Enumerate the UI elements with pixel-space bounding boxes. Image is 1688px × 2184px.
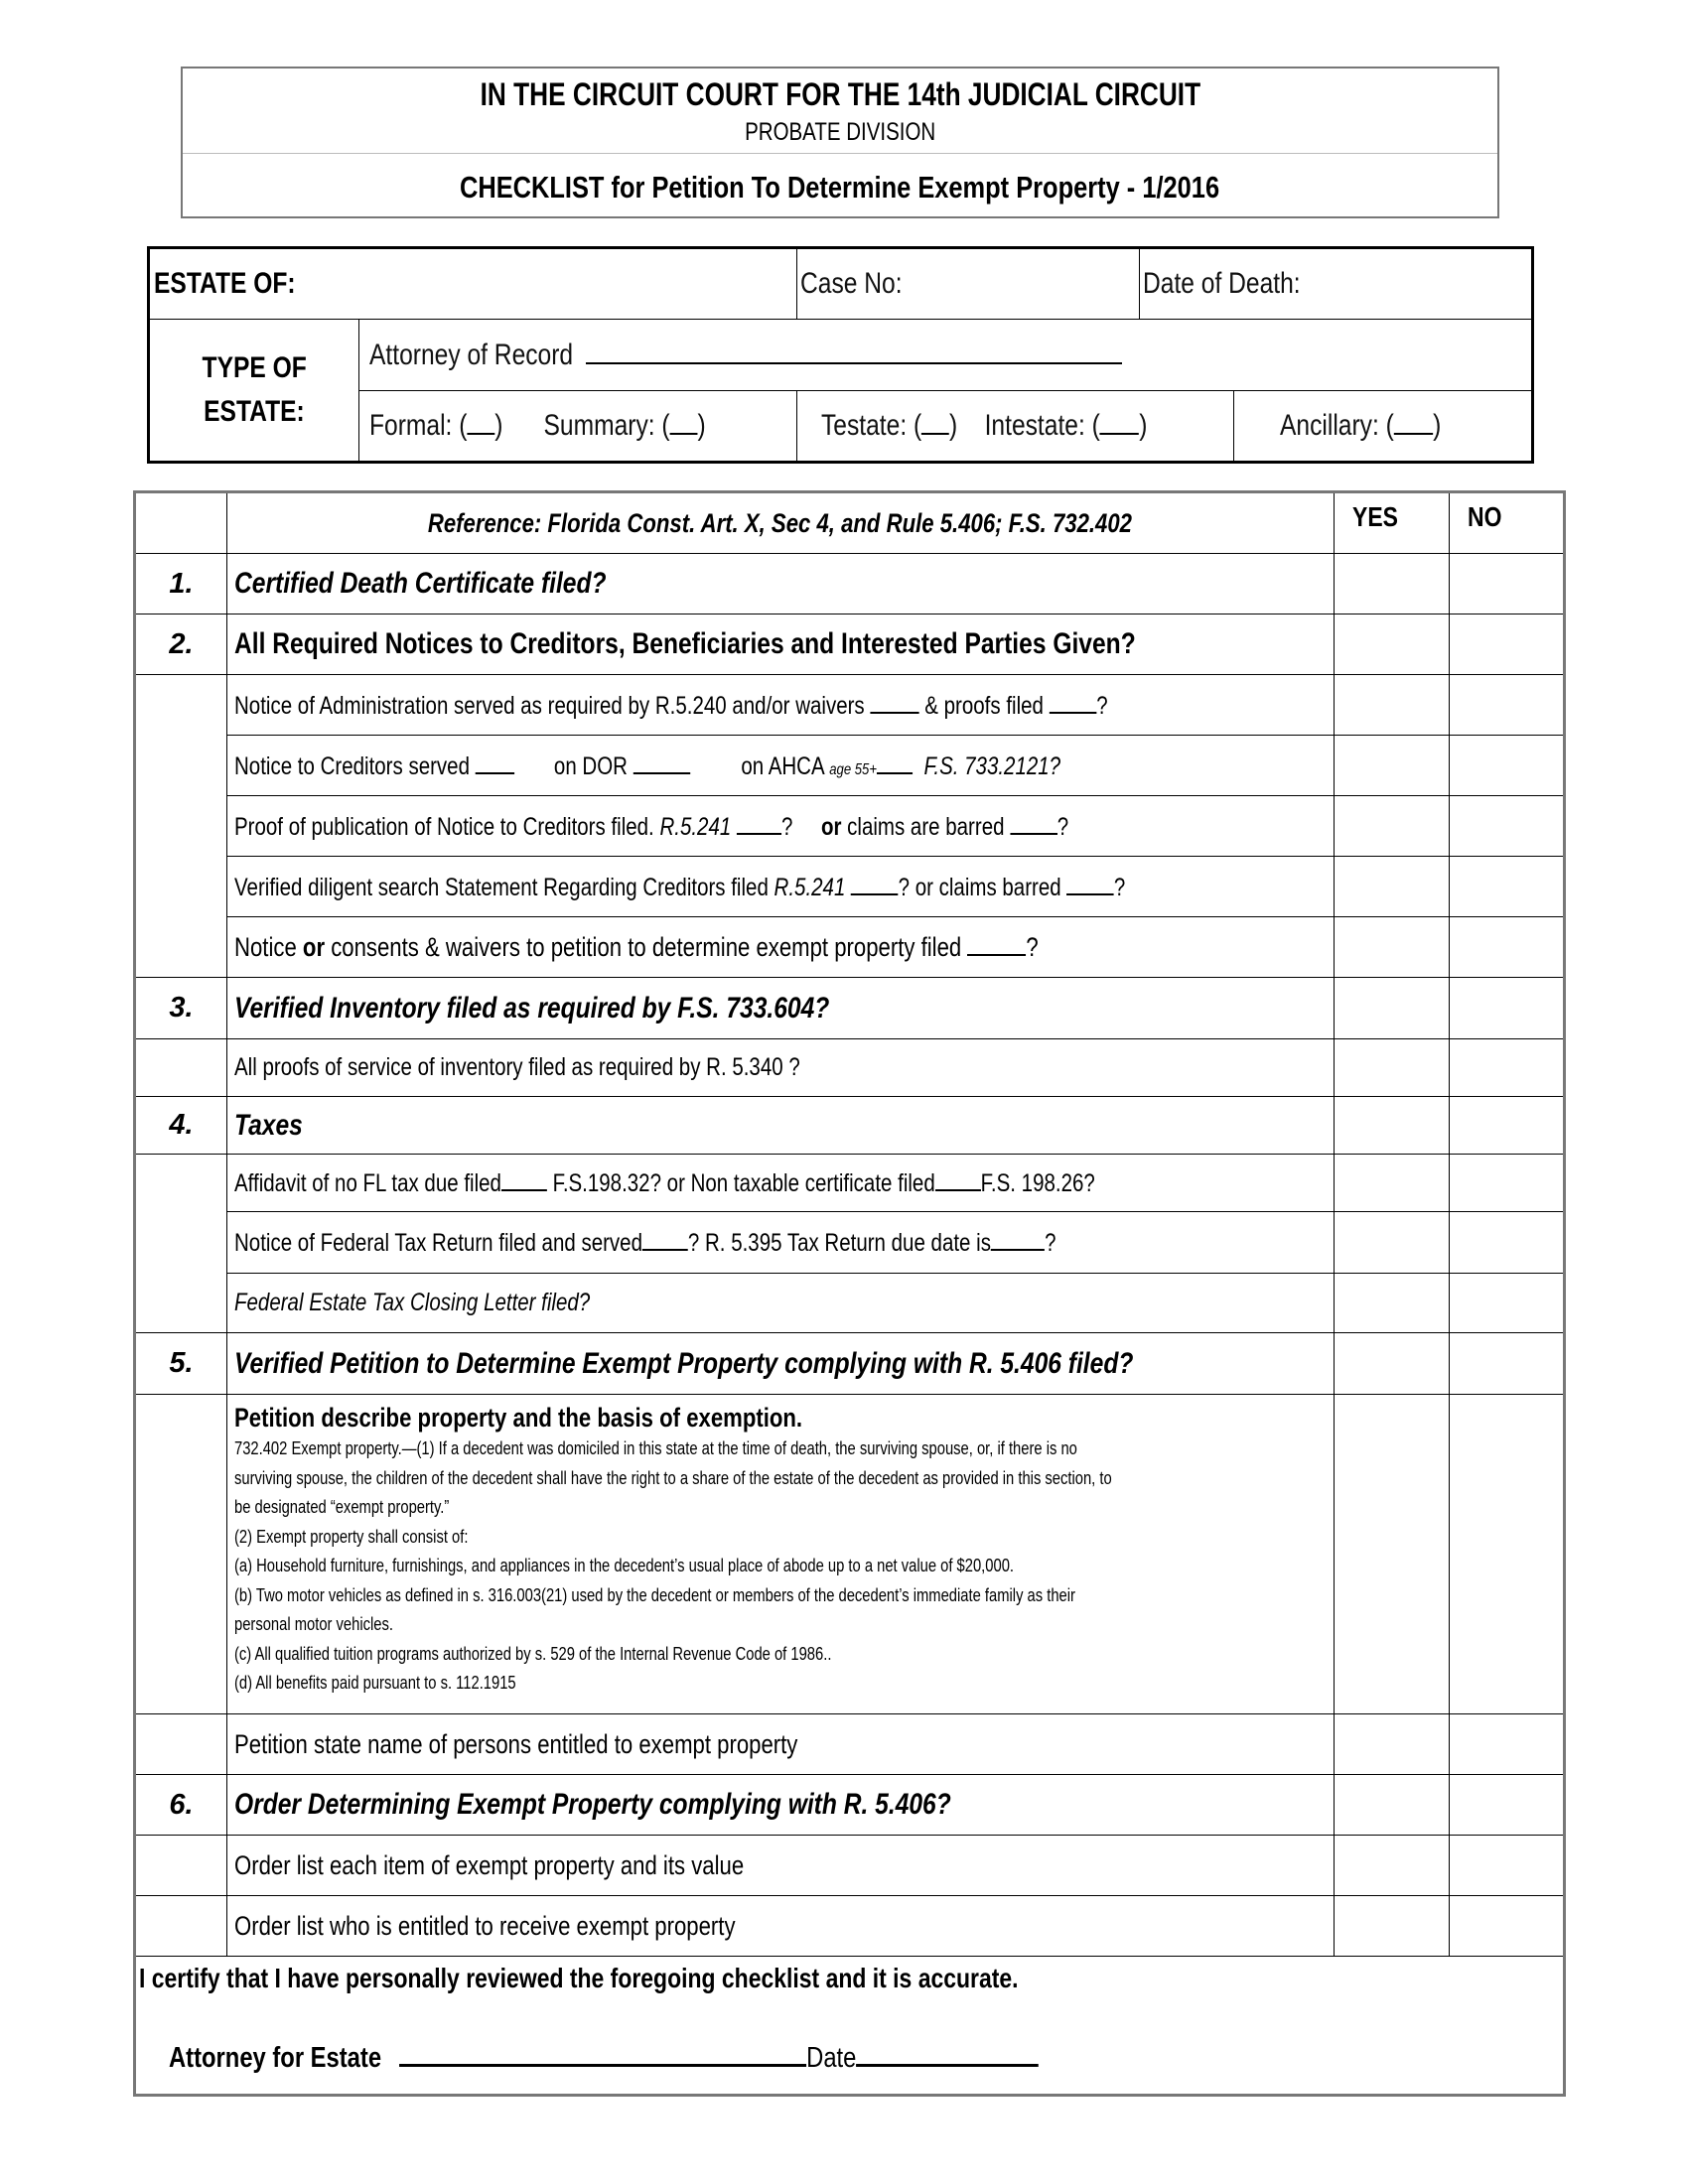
- ancillary-cell: Ancillary: ( ): [1233, 391, 1532, 463]
- estate-info-table: [147, 246, 1534, 464]
- yes-checkbox[interactable]: [1334, 736, 1449, 796]
- summary-label: Summary: (: [543, 409, 670, 442]
- claims-barred-blank[interactable]: [1010, 811, 1057, 835]
- no-checkbox[interactable]: [1450, 1836, 1565, 1896]
- certification-row: [135, 1957, 1565, 2096]
- waivers-blank[interactable]: [870, 690, 918, 714]
- court-name: IN THE CIRCUIT COURT FOR THE 14th JUDICIAL CIRCUIT: [480, 76, 1200, 112]
- item-number: 5.: [135, 1333, 227, 1395]
- item-number-blank: [135, 1714, 227, 1775]
- item-text: All Required Notices to Creditors, Beneficiaries and Interested Parties Given?: [226, 614, 1334, 675]
- item-number: 6.: [135, 1775, 227, 1836]
- no-header: NO: [1450, 492, 1565, 554]
- reference-header: Reference: Florida Const. Art. X, Sec 4, and Rule 5.406; F.S. 732.402: [226, 492, 1334, 554]
- no-checkbox[interactable]: [1450, 1274, 1565, 1333]
- checklist-item-3: [135, 978, 1565, 1039]
- testate-intestate-cell: Testate: ( ) Intestate: ( ): [797, 391, 1234, 463]
- date-of-death-field[interactable]: [1140, 248, 1533, 320]
- yes-checkbox[interactable]: [1334, 1212, 1449, 1274]
- due-date-blank[interactable]: [991, 1227, 1045, 1251]
- diligent-search-blank[interactable]: [851, 872, 899, 895]
- intestate-checkbox[interactable]: [1100, 411, 1139, 435]
- checklist-header-row: [135, 492, 1565, 554]
- formal-checkbox[interactable]: [467, 411, 494, 435]
- subitem-text: Notice of Administration served as required by R.5.240 and/or waivers & proofs filed ?: [226, 675, 1334, 736]
- checklist-subitem: [135, 1836, 1565, 1896]
- yes-checkbox[interactable]: [1334, 1714, 1449, 1775]
- formal-summary-cell: Formal: ( ) Summary: ( ): [358, 391, 797, 463]
- no-checkbox[interactable]: [1450, 1714, 1565, 1775]
- no-checkbox[interactable]: [1450, 917, 1565, 978]
- court-header: [181, 67, 1499, 218]
- attorney-of-record-label: Attorney of Record: [368, 338, 573, 371]
- checklist-subitem: [135, 1274, 1565, 1333]
- checklist-item-4: [135, 1097, 1565, 1155]
- certification-block: [135, 1957, 1565, 2096]
- yes-checkbox[interactable]: [1334, 554, 1449, 614]
- federal-return-blank[interactable]: [642, 1227, 688, 1251]
- item-number: 4.: [135, 1097, 227, 1155]
- court-header-top: [183, 68, 1497, 154]
- subitem-text: Affidavit of no FL tax due filed F.S.198.32? or Non taxable certificate filed F.S. 198.26?: [226, 1155, 1334, 1212]
- no-checkbox[interactable]: [1450, 1395, 1565, 1714]
- yes-checkbox[interactable]: [1334, 675, 1449, 736]
- testate-checkbox[interactable]: [921, 411, 949, 435]
- date-label: Date: [806, 2042, 857, 2074]
- case-no-label: Case No:: [800, 267, 903, 300]
- checklist-subitem: [135, 1039, 1565, 1097]
- no-checkbox[interactable]: [1450, 1212, 1565, 1274]
- item-number: 1.: [135, 554, 227, 614]
- subitem-text: Order list who is entitled to receive exempt property: [226, 1896, 1334, 1957]
- item-number-blank: [135, 1395, 227, 1714]
- checklist-subitem: [135, 1212, 1565, 1274]
- creditors-served-blank[interactable]: [476, 751, 514, 774]
- division-name: PROBATE DIVISION: [744, 118, 936, 146]
- no-checkbox[interactable]: [1450, 1775, 1565, 1836]
- date-signature-line[interactable]: [856, 2038, 1039, 2067]
- item-number-blank: [135, 1155, 227, 1333]
- claims-barred-2-blank[interactable]: [1066, 872, 1114, 895]
- checklist-subitem: [135, 675, 1565, 736]
- item-text: Verified Petition to Determine Exempt Property complying with R. 5.406 filed?: [226, 1333, 1334, 1395]
- checklist-item-2: [135, 614, 1565, 675]
- consents-blank[interactable]: [967, 932, 1026, 956]
- no-checkbox[interactable]: [1450, 978, 1565, 1039]
- no-checkbox[interactable]: [1450, 554, 1565, 614]
- testate-label: Testate: (: [821, 409, 922, 442]
- checklist-subitem: [135, 857, 1565, 917]
- ahca-blank[interactable]: [877, 751, 913, 774]
- no-checkbox[interactable]: [1450, 614, 1565, 675]
- yes-header: YES: [1334, 492, 1449, 554]
- no-checkbox[interactable]: [1450, 1155, 1565, 1212]
- date-of-death-label: Date of Death:: [1143, 267, 1301, 300]
- no-checkbox[interactable]: [1450, 796, 1565, 857]
- ancillary-checkbox[interactable]: [1394, 411, 1433, 435]
- yes-checkbox[interactable]: [1334, 1333, 1449, 1395]
- ancillary-label: Ancillary: (: [1279, 409, 1394, 442]
- estate-of-field[interactable]: [149, 248, 797, 320]
- item-number: 3.: [135, 978, 227, 1039]
- yes-checkbox[interactable]: [1334, 1395, 1449, 1714]
- checklist-subitem: [135, 1395, 1565, 1714]
- no-checkbox[interactable]: [1450, 1039, 1565, 1097]
- statute-text: 732.402 Exempt property.—(1) If a decedent was domiciled in this state at the time of death, the surviving spouse, or, if there is no surviving spouse, the children of the decedent shall have the right to a share of the estate of the decedent as provided in this section, to be designated “exempt property.” (2) Exempt property shall consist of: (a) Household furniture, furnishings, and appliances in the decedent’s usual place of abode up to a net value of $20,000. (b) Two motor vehicles as defined in s. 316.003(21) used by the decedent or members of the decedent’s immediate family as their personal motor vehicles. (c) All qualified tuition programs authorized by s. 529 of the Internal Revenue Code of 1986.. (d) All benefits paid pursuant to s. 112.1915: [233, 1438, 1112, 1693]
- attorney-for-estate-label: Attorney for Estate: [169, 2042, 382, 2074]
- checklist-item-5: [135, 1333, 1565, 1395]
- subitem-text: Notice or consents & waivers to petition to determine exempt property filed ?: [226, 917, 1334, 978]
- item-number-blank: [135, 1836, 227, 1896]
- yes-checkbox[interactable]: [1334, 978, 1449, 1039]
- yes-checkbox[interactable]: [1334, 1274, 1449, 1333]
- subitem-text: Petition state name of persons entitled to exempt property: [226, 1714, 1334, 1775]
- no-checkbox[interactable]: [1450, 1333, 1565, 1395]
- subitem-text: Proof of publication of Notice to Creditors filed. R.5.241 ? or claims are barred ?: [226, 796, 1334, 857]
- yes-checkbox[interactable]: [1334, 614, 1449, 675]
- checklist-subitem: [135, 736, 1565, 796]
- subitem-text: Federal Estate Tax Closing Letter filed?: [226, 1274, 1334, 1333]
- yes-checkbox[interactable]: [1334, 1039, 1449, 1097]
- no-checkbox[interactable]: [1450, 857, 1565, 917]
- yes-checkbox[interactable]: [1334, 1896, 1449, 1957]
- petition-describe-title: Petition describe property and the basis of exemption.: [233, 1403, 802, 1433]
- checklist-subitem: [135, 917, 1565, 978]
- publication-blank[interactable]: [737, 811, 781, 835]
- attorney-signature-line[interactable]: [399, 2038, 806, 2067]
- checklist-item-6: [135, 1775, 1565, 1836]
- checklist-subitem: [135, 1896, 1565, 1957]
- statute-block: [226, 1395, 1334, 1714]
- item-text: Taxes: [226, 1097, 1334, 1155]
- item-text: Verified Inventory filed as required by F.S. 733.604?: [226, 978, 1334, 1039]
- checklist-subitem: [135, 796, 1565, 857]
- non-taxable-blank[interactable]: [935, 1167, 981, 1191]
- yes-checkbox[interactable]: [1334, 796, 1449, 857]
- form-title: CHECKLIST for Petition To Determine Exempt Property - 1/2016: [460, 170, 1220, 205]
- affidavit-blank[interactable]: [501, 1167, 547, 1191]
- checklist-table: [133, 490, 1566, 2097]
- subitem-text: Order list each item of exempt property and its value: [226, 1836, 1334, 1896]
- subitem-text: Verified diligent search Statement Regarding Creditors filed R.5.241 ? or claims barred ?: [226, 857, 1334, 917]
- subitem-text: All proofs of service of inventory filed as required by R. 5.340 ?: [226, 1039, 1334, 1097]
- item-text: Order Determining Exempt Property complying with R. 5.406?: [226, 1775, 1334, 1836]
- proofs-filed-blank[interactable]: [1050, 690, 1097, 714]
- checklist-item-1: [135, 554, 1565, 614]
- checklist-subitem: [135, 1714, 1565, 1775]
- item-number-blank: [135, 1039, 227, 1097]
- no-checkbox[interactable]: [1450, 1097, 1565, 1155]
- type-of-estate-label: TYPE OF ESTATE:: [149, 320, 359, 463]
- no-checkbox[interactable]: [1450, 1896, 1565, 1957]
- item-number: 2.: [135, 614, 227, 675]
- number-header: [135, 492, 227, 554]
- yes-checkbox[interactable]: [1334, 917, 1449, 978]
- attorney-of-record-line[interactable]: [586, 341, 1122, 364]
- yes-checkbox[interactable]: [1334, 1097, 1449, 1155]
- formal-label: Formal: (: [368, 409, 467, 442]
- yes-checkbox[interactable]: [1334, 1836, 1449, 1896]
- summary-checkbox[interactable]: [669, 411, 697, 435]
- subitem-text: Notice to Creditors served on DOR on AHCA age 55+ F.S. 733.2121?: [226, 736, 1334, 796]
- estate-of-label: ESTATE OF:: [154, 267, 296, 300]
- yes-checkbox[interactable]: [1334, 1775, 1449, 1836]
- yes-checkbox[interactable]: [1334, 857, 1449, 917]
- checklist-subitem: [135, 1155, 1565, 1212]
- item-text: Certified Death Certificate filed?: [226, 554, 1334, 614]
- case-no-field[interactable]: [797, 248, 1140, 320]
- no-checkbox[interactable]: [1450, 736, 1565, 796]
- item-number-blank: [135, 675, 227, 978]
- intestate-label: Intestate: (: [984, 409, 1101, 442]
- certification-statement: I certify that I have personally reviewed the foregoing checklist and it is accurate.: [139, 1963, 1019, 1993]
- yes-checkbox[interactable]: [1334, 1155, 1449, 1212]
- item-number-blank: [135, 1896, 227, 1957]
- subitem-text: Notice of Federal Tax Return filed and served ? R. 5.395 Tax Return due date is ?: [226, 1212, 1334, 1274]
- attorney-of-record-field[interactable]: [358, 320, 1532, 391]
- no-checkbox[interactable]: [1450, 675, 1565, 736]
- dor-blank[interactable]: [633, 751, 690, 774]
